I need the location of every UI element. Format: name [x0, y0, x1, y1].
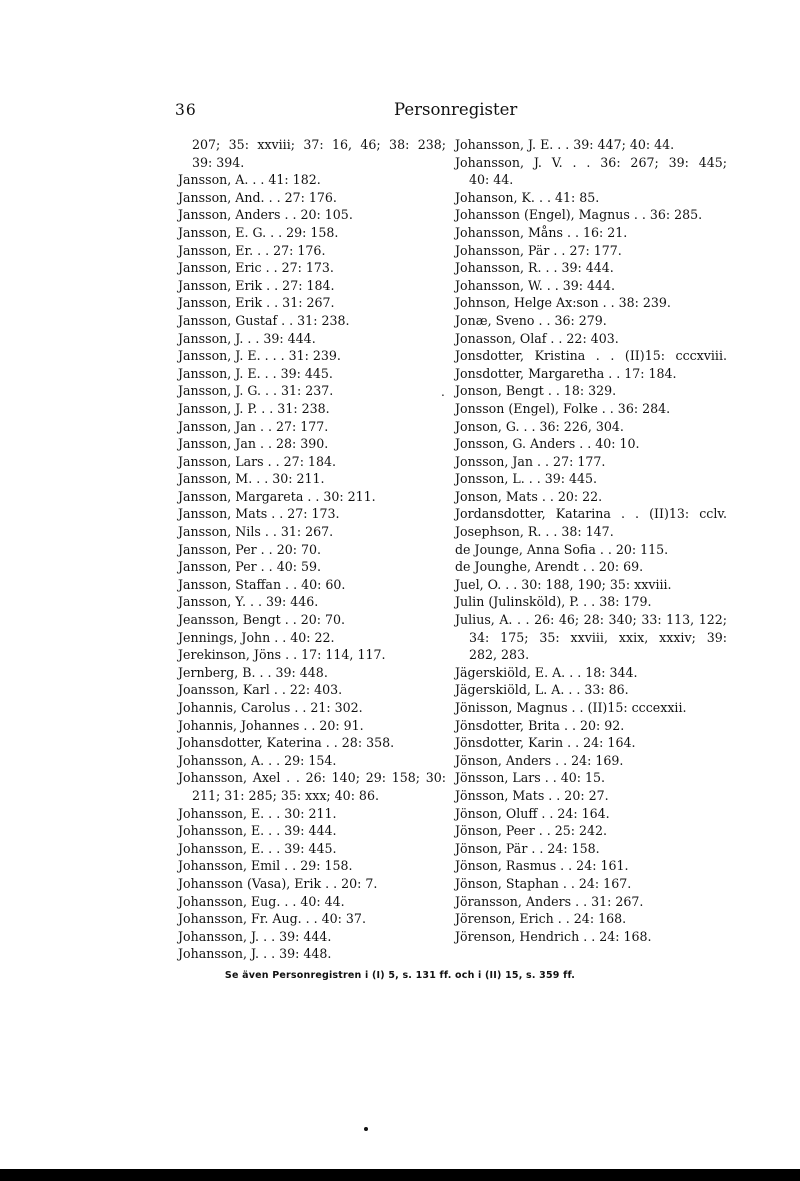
- index-entry: Jansson, A. . . 41: 182.: [178, 172, 321, 188]
- index-entry: Jansson, Mats . . 27: 173.: [178, 506, 340, 522]
- index-entry: Johansson, J. . . 39: 448.: [178, 946, 332, 962]
- index-entry: Jansson, Margareta . . 30: 211.: [178, 488, 376, 504]
- index-entry: Julius, A. . . 26: 46; 28: 340; 33: 113, 122;: [455, 612, 727, 628]
- index-entry: Jansson, Jan . . 27: 177.: [178, 418, 329, 434]
- index-entry-continuation: 34: 175; 35: xxviii, xxix, xxxiv; 39:: [469, 629, 727, 645]
- index-entry: Jönsson, Lars . . 40: 15.: [455, 770, 606, 786]
- index-entry: Johansson, J. E. . . 39: 447; 40: 44.: [455, 137, 675, 152]
- index-entry: Jansson, Gustaf . . 31: 238.: [178, 312, 350, 328]
- index-entry-continuation: 211; 31: 285; 35: xxx; 40: 86.: [192, 787, 379, 803]
- index-entry: Johansson, Måns . . 16: 21.: [455, 224, 628, 240]
- index-entry: Jonson, Bengt . . 18: 329.: [455, 383, 617, 399]
- index-entry: Jansson, Jan . . 28: 390.: [178, 436, 329, 452]
- page-dot: [364, 1127, 368, 1131]
- index-entry: Jörenson, Erich . . 24: 168.: [455, 911, 627, 927]
- index-entry: Jönsdotter, Karin . . 24: 164.: [455, 735, 636, 751]
- index-entry: Jansson, M. . . 30: 211.: [178, 471, 325, 487]
- index-entry: Joansson, Karl . . 22: 403.: [178, 682, 343, 698]
- index-entry: Johannis, Johannes . . 20: 91.: [178, 717, 364, 733]
- index-column-right: [455, 136, 727, 945]
- index-entry: Jönson, Staphan . . 24: 167.: [455, 875, 632, 891]
- index-entry-continuation: 207; 35: xxviii; 37: 16, 46; 38: 238;: [192, 137, 446, 152]
- index-entry: Jonsson, Jan . . 27: 177.: [455, 453, 606, 469]
- index-entry-continuation: 40: 44.: [469, 172, 514, 188]
- index-entry: Jeansson, Bengt . . 20: 70.: [178, 612, 346, 628]
- index-entry: Jönsson, Mats . . 20: 27.: [455, 787, 609, 803]
- index-entry: Jansson, Eric . . 27: 173.: [178, 260, 334, 276]
- index-entry: Jonsson, G. Anders . . 40: 10.: [455, 436, 640, 452]
- index-entry: Jörenson, Hendrich . . 24: 168.: [455, 928, 652, 944]
- index-entry: Jansson, Anders . . 20: 105.: [178, 207, 353, 223]
- index-entry: Jansson, J. E. . . . 31: 239.: [178, 348, 341, 364]
- index-entry: Johansson, A. . . 29: 154.: [178, 752, 337, 768]
- index-entry: Jönson, Anders . . 24: 169.: [455, 752, 624, 768]
- index-entry: Jernberg, B. . . 39: 448.: [178, 664, 328, 680]
- stray-mark: .: [441, 385, 445, 399]
- index-entry: Johansson, J. . . 39: 444.: [178, 928, 332, 944]
- index-entry: Jönson, Rasmus . . 24: 161.: [455, 858, 629, 874]
- index-entry: Jansson, Lars . . 27: 184.: [178, 453, 336, 469]
- index-entry: Jonæ, Sveno . . 36: 279.: [455, 312, 607, 328]
- index-entry: Jonson, Mats . . 20: 22.: [455, 488, 603, 504]
- index-entry: Johanson, K. . . 41: 85.: [455, 189, 600, 205]
- index-entry: Jönson, Peer . . 25: 242.: [455, 823, 608, 839]
- index-entry: Jennings, John . . 40: 22.: [178, 629, 335, 645]
- index-entry: Jansson, And. . . 27: 176.: [178, 189, 337, 205]
- footnote: Se även Personregistren i (I) 5, s. 131 ff. och i (II) 15, s. 359 ff.: [224, 970, 576, 981]
- index-entry: Johansson, R. . . 39: 444.: [455, 260, 614, 276]
- index-entry: Johansson, Pär . . 27: 177.: [455, 242, 622, 258]
- index-entry: Johansson, Axel . . 26: 140; 29: 158; 30:: [178, 770, 446, 786]
- index-entry: Johansson, Eug. . . 40: 44.: [178, 893, 345, 909]
- index-entry: Johansson, Fr. Aug. . . 40: 37.: [178, 911, 366, 927]
- page-title: Personregister: [394, 100, 518, 119]
- index-entry: Johansson (Vasa), Erik . . 20: 7.: [178, 875, 378, 891]
- index-entry: de Jounge, Anna Sofia . . 20: 115.: [455, 541, 669, 557]
- index-entry: Johansson, E. . . 30: 211.: [178, 805, 337, 821]
- index-entry: Johnson, Helge Ax:son . . 38: 239.: [455, 295, 671, 311]
- index-entry-continuation: 282, 283.: [469, 647, 530, 663]
- index-entry: Jönsdotter, Brita . . 20: 92.: [455, 717, 625, 733]
- index-entry: Jonson, G. . . 36: 226, 304.: [455, 418, 624, 434]
- scan-edge-bar: [0, 1169, 800, 1181]
- index-entry: Jöransson, Anders . . 31: 267.: [455, 893, 644, 909]
- index-entry: Jansson, J. . . 39: 444.: [178, 330, 316, 346]
- index-entry: Jönisson, Magnus . . (II)15: cccexxii.: [455, 700, 687, 715]
- index-entry: Jansson, Erik . . 27: 184.: [178, 277, 335, 293]
- index-entry: Johansson, Emil . . 29: 158.: [178, 858, 353, 874]
- index-entry: de Jounghe, Arendt . . 20: 69.: [455, 559, 644, 575]
- index-entry: Johansson (Engel), Magnus . . 36: 285.: [455, 207, 703, 223]
- index-column-left: [178, 136, 446, 963]
- index-entry: Jansson, Per . . 40: 59.: [178, 559, 321, 575]
- index-entry: Johansson, W. . . 39: 444.: [455, 277, 616, 293]
- index-entry: Johannis, Carolus . . 21: 302.: [178, 700, 363, 715]
- index-entry: Johansdotter, Katerina . . 28: 358.: [178, 735, 395, 751]
- index-entry: Jansson, J. G. . . 31: 237.: [178, 383, 334, 399]
- index-entry: Jansson, Erik . . 31: 267.: [178, 295, 335, 311]
- index-entry: Jansson, E. G. . . 29: 158.: [178, 224, 339, 240]
- index-entry: Jonsson, L. . . 39: 445.: [455, 471, 598, 487]
- index-entry: Jansson, Per . . 20: 70.: [178, 541, 321, 557]
- index-entry: Jansson, Er. . . 27: 176.: [178, 242, 326, 258]
- index-entry-continuation: 39: 394.: [192, 154, 245, 170]
- index-entry: Jönson, Pär . . 24: 158.: [455, 840, 600, 856]
- index-entry: Jansson, Nils . . 31: 267.: [178, 524, 334, 540]
- index-entry: Jonsdotter, Margaretha . . 17: 184.: [455, 365, 677, 381]
- index-entry: Jansson, Staffan . . 40: 60.: [178, 576, 346, 592]
- page-number: 36: [175, 101, 197, 119]
- index-entry: Josephson, R. . . 38: 147.: [455, 524, 614, 540]
- index-entry: Jägerskiöld, E. A. . . 18: 344.: [455, 664, 638, 680]
- index-entry: Jerekinson, Jöns . . 17: 114, 117.: [178, 647, 386, 663]
- index-entry: Johansson, E. . . 39: 444.: [178, 823, 337, 839]
- index-entry: Johansson, E. . . 39: 445.: [178, 840, 337, 856]
- index-entry: Jansson, Y. . . 39: 446.: [178, 594, 319, 610]
- index-entry: Juel, O. . . 30: 188, 190; 35: xxviii.: [455, 576, 672, 592]
- index-entry: Jägerskiöld, L. A. . . 33: 86.: [455, 682, 629, 698]
- index-entry: Jonsdotter, Kristina . . (II)15: cccxviii.: [455, 348, 727, 364]
- index-entry: Jonasson, Olaf . . 22: 403.: [455, 330, 619, 346]
- index-entry: Julin (Julinsköld), P. . . 38: 179.: [455, 594, 652, 610]
- index-entry: Jonsson (Engel), Folke . . 36: 284.: [455, 400, 671, 416]
- index-entry: Jordansdotter, Katarina . . (II)13: cclv.: [455, 506, 727, 522]
- index-entry: Johansson, J. V. . . 36: 267; 39: 445;: [455, 154, 727, 170]
- index-entry: Jansson, J. P. . . 31: 238.: [178, 400, 330, 416]
- index-entry: Jönson, Oluff . . 24: 164.: [455, 805, 610, 821]
- index-entry: Jansson, J. E. . . 39: 445.: [178, 365, 333, 381]
